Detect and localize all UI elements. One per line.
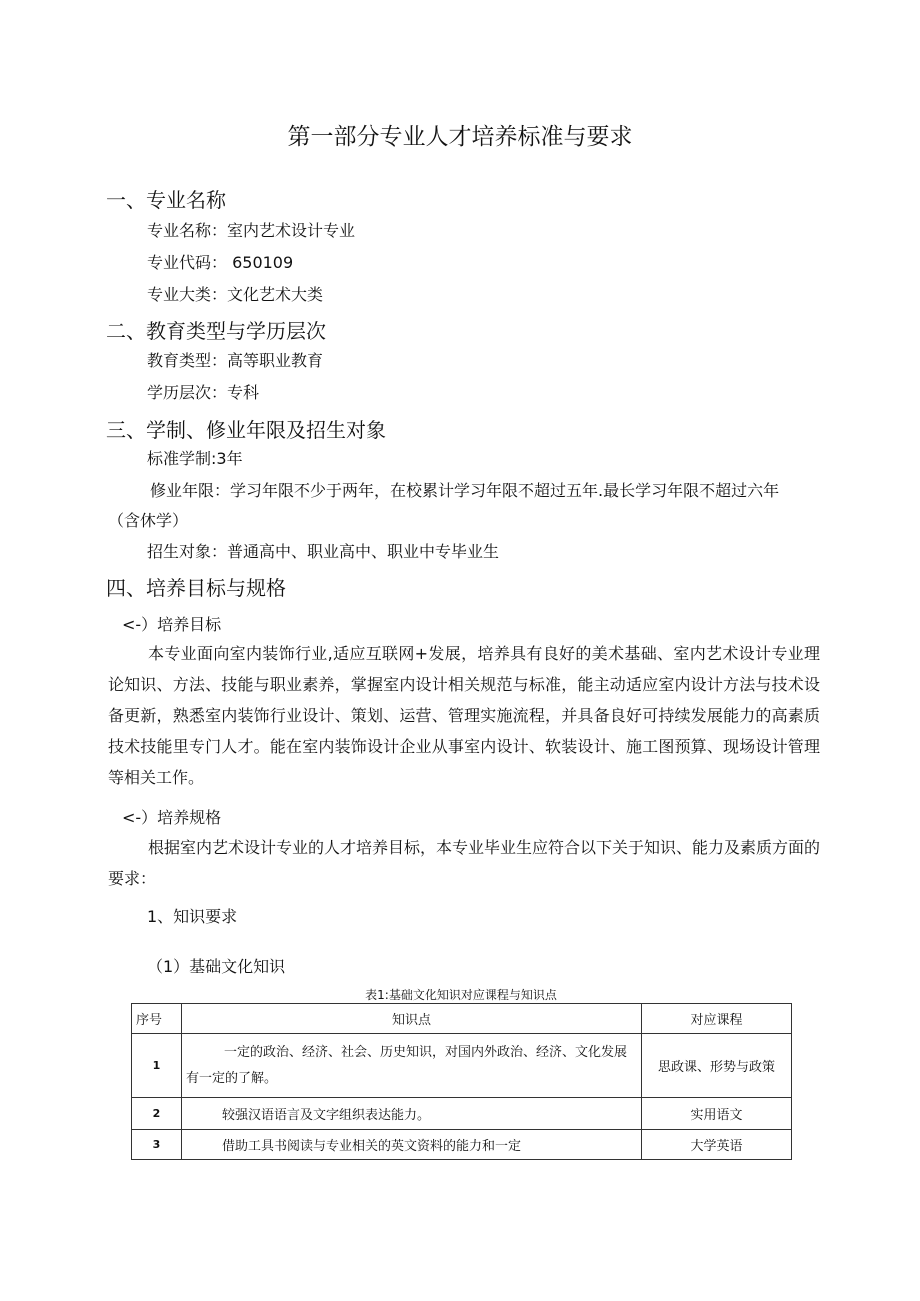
row-knowledge: 借助工具书阅读与专业相关的英文资料的能力和一定 — [182, 1130, 642, 1160]
row-knowledge: 一定的政治、经济、社会、历史知识，对国内外政治、经济、文化发展有一定的了解。 — [182, 1034, 642, 1098]
major-code-line: 专业代码： 650109 — [147, 253, 294, 272]
table-row — [132, 1034, 792, 1098]
header-knowledge: 知识点 — [182, 1004, 642, 1034]
table-row — [132, 1098, 792, 1130]
row-index: 3 — [132, 1130, 182, 1160]
page-title: 第一部分专业人才培养标准与要求 — [287, 124, 633, 150]
section-heading-2: 二、教育类型与学历层次 — [106, 319, 326, 343]
education-type-line: 教育类型：高等职业教育 — [147, 351, 324, 370]
basic-culture-knowledge-heading: （1）基础文化知识 — [147, 957, 286, 976]
training-spec-paragraph — [108, 832, 820, 894]
standard-duration-line: 标准学制:3年 — [147, 449, 243, 468]
study-period-line: 修业年限：学习年限不少于两年，在校累计学习年限不超过五年.最长学习年限不超过六年 — [150, 481, 780, 500]
study-period-line-cont: （含休学） — [108, 511, 189, 530]
training-goal-paragraph — [108, 638, 820, 793]
row-index: 1 — [132, 1034, 182, 1098]
education-level-line: 学历层次：专科 — [147, 383, 260, 402]
table-row — [132, 1130, 792, 1160]
row-course: 大学英语 — [642, 1130, 792, 1160]
training-goal-text: 本专业面向室内装饰行业,适应互联网+发展，培养具有良好的美术基础、室内艺术设计专业理论知识、方法、技能与职业素养，掌握室内设计相关规范与标准，能主动适应室内设计方法与技术设备更新，熟悉室内装饰行业设计、策划、运营、管理实施流程，并具备良好可持续发展能力的高素质技术技能里专门人才。能在室内装饰设计企业从事室内设计、软装设计、施工图预算、现场设计管理等相关工作。 — [108, 644, 820, 787]
major-category-line: 专业大类：文化艺术大类 — [147, 285, 324, 304]
row-course: 实用语文 — [642, 1098, 792, 1130]
section-heading-4: 四、培养目标与规格 — [106, 576, 286, 600]
training-spec-text: 根据室内艺术设计专业的人才培养目标，本专业毕业生应符合以下关于知识、能力及素质方面的要求： — [108, 838, 821, 888]
knowledge-course-table — [131, 1003, 792, 1160]
major-name-line: 专业名称：室内艺术设计专业 — [147, 221, 356, 240]
row-knowledge: 较强汉语语言及文字组织表达能力。 — [182, 1098, 642, 1130]
subheading-training-spec: <-）培养规格 — [122, 808, 222, 827]
table-header-row — [132, 1004, 792, 1034]
row-course: 思政课、形势与政策 — [642, 1034, 792, 1098]
knowledge-requirements-heading: 1、知识要求 — [147, 907, 238, 926]
table-caption: 表1:基础文化知识对应课程与知识点 — [365, 988, 557, 1002]
section-heading-3: 三、学制、修业年限及招生对象 — [106, 418, 386, 442]
enrollment-target-line: 招生对象：普通高中、职业高中、职业中专毕业生 — [147, 542, 500, 561]
header-course: 对应课程 — [642, 1004, 792, 1034]
section-heading-1: 一、专业名称 — [106, 188, 226, 212]
subheading-training-goal: <-）培养目标 — [122, 615, 222, 634]
header-index: 序号 — [132, 1004, 182, 1034]
row-index: 2 — [132, 1098, 182, 1130]
